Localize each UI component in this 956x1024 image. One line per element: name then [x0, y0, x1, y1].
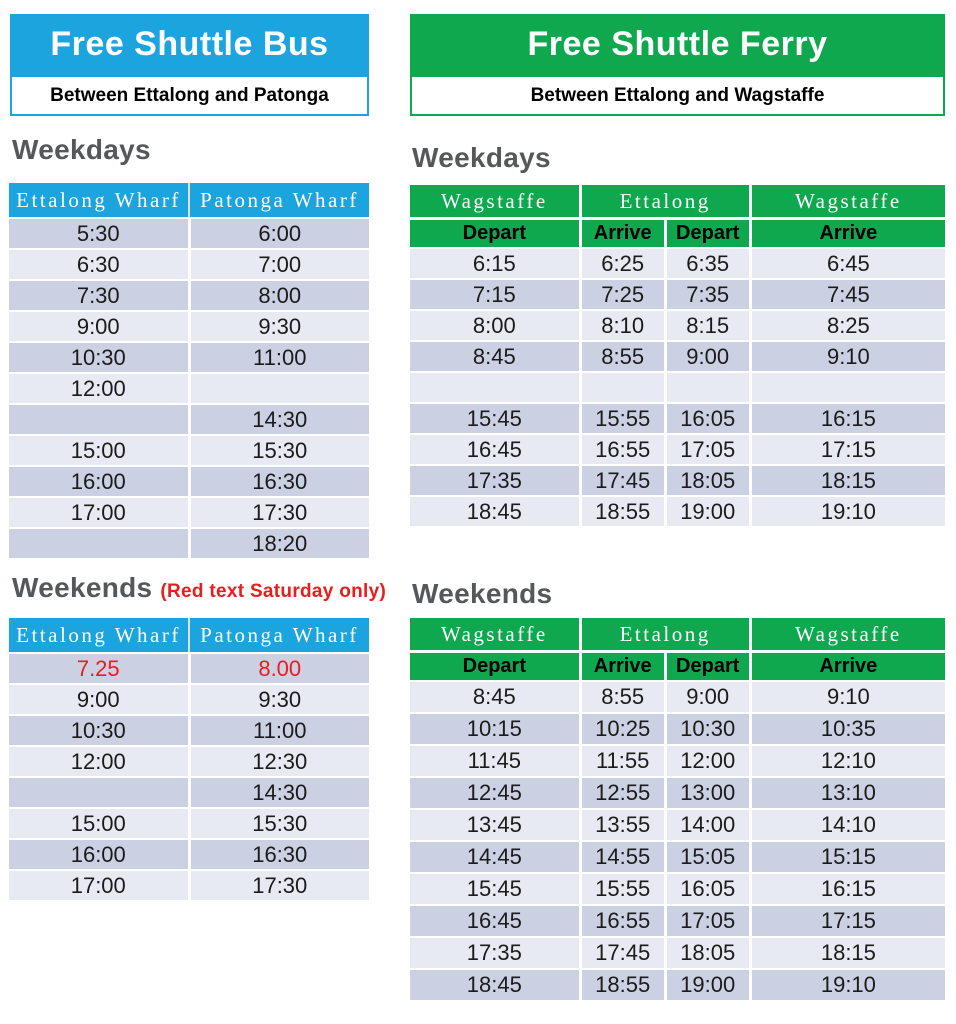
table-row	[410, 496, 945, 527]
time-cell: 19:10	[750, 969, 945, 1001]
time-cell: 8:55	[580, 341, 665, 372]
time-cell: 9:00	[665, 341, 750, 372]
ferry-weekend-timetable	[410, 618, 945, 1002]
time-cell: 12:45	[410, 777, 580, 809]
time-cell: 16:00	[9, 466, 189, 497]
time-cell: 17:35	[410, 937, 580, 969]
time-cell: 8:00	[410, 310, 580, 341]
time-cell: 5:30	[9, 218, 189, 249]
time-cell: 6:00	[189, 218, 369, 249]
time-cell: 15:00	[9, 435, 189, 466]
time-cell: 7:35	[665, 279, 750, 310]
column-header: Arrive	[580, 652, 665, 682]
table-row	[9, 466, 369, 497]
table-row	[410, 745, 945, 777]
time-cell: 8.00	[189, 653, 369, 684]
column-header: Ettalong Wharf	[9, 618, 189, 653]
weekends-label: Weekends	[412, 578, 553, 609]
ferry-weekdays-heading	[412, 142, 551, 174]
timetable	[9, 183, 369, 560]
column-header: Depart	[410, 219, 580, 249]
time-cell: 17:30	[189, 870, 369, 901]
time-cell	[580, 372, 665, 403]
time-cell: 14:30	[189, 777, 369, 808]
bus-title-banner	[10, 14, 369, 75]
time-cell: 9:00	[9, 684, 189, 715]
column-header: Patonga Wharf	[189, 183, 369, 218]
table-row	[410, 341, 945, 372]
bus-subtitle: Between Ettalong and Patonga	[50, 84, 329, 106]
time-cell: 16:15	[750, 403, 945, 434]
time-cell: 14:30	[189, 404, 369, 435]
ferry-title: Free Shuttle Ferry	[527, 25, 828, 63]
time-cell: 18:05	[665, 465, 750, 496]
time-cell: 16:45	[410, 905, 580, 937]
time-cell: 15:15	[750, 841, 945, 873]
time-cell: 17:05	[665, 434, 750, 465]
time-cell: 6:30	[9, 249, 189, 280]
time-cell: 17:45	[580, 465, 665, 496]
table-row	[410, 777, 945, 809]
column-header: Depart	[665, 652, 750, 682]
time-cell: 12:00	[9, 373, 189, 404]
time-cell: 14:00	[665, 809, 750, 841]
time-cell: 14:55	[580, 841, 665, 873]
time-cell: 16:00	[9, 839, 189, 870]
table-row	[9, 249, 369, 280]
time-cell: 11:45	[410, 745, 580, 777]
time-cell: 11:00	[189, 342, 369, 373]
table-row	[9, 746, 369, 777]
column-header: Patonga Wharf	[189, 618, 369, 653]
weekdays-label: Weekdays	[12, 134, 151, 165]
time-cell: 16:15	[750, 873, 945, 905]
time-cell: 16:55	[580, 434, 665, 465]
time-cell: 6:25	[580, 248, 665, 279]
bus-title: Free Shuttle Bus	[50, 25, 329, 63]
table-row	[410, 434, 945, 465]
ferry-subtitle: Between Ettalong and Wagstaffe	[530, 84, 825, 106]
timetable	[410, 185, 945, 528]
table-row	[9, 342, 369, 373]
table-row	[9, 653, 369, 684]
time-cell: 9:10	[750, 681, 945, 713]
time-cell: 17:00	[9, 497, 189, 528]
time-cell: 14:45	[410, 841, 580, 873]
time-cell: 6:35	[665, 248, 750, 279]
time-cell: 9:30	[189, 311, 369, 342]
column-header: Depart	[665, 219, 750, 249]
time-cell: 12:55	[580, 777, 665, 809]
time-cell: 19:00	[665, 496, 750, 527]
table-row	[9, 808, 369, 839]
time-cell: 9:00	[665, 681, 750, 713]
bus-weekend-timetable	[9, 618, 369, 902]
table-row	[9, 373, 369, 404]
time-cell: 6:15	[410, 248, 580, 279]
time-cell: 7:30	[9, 280, 189, 311]
time-cell	[665, 372, 750, 403]
saturday-only-note: (Red text Saturday only)	[160, 581, 387, 602]
time-cell	[750, 372, 945, 403]
ferry-weekends-heading	[412, 578, 552, 610]
ferry-weekday-timetable	[410, 185, 945, 528]
time-cell: 18:15	[750, 465, 945, 496]
time-cell: 13:55	[580, 809, 665, 841]
weekends-label: Weekends	[12, 572, 153, 603]
timetable	[9, 618, 369, 902]
time-cell: 8:45	[410, 681, 580, 713]
column-header: Ettalong	[580, 618, 750, 652]
time-cell: 16:05	[665, 403, 750, 434]
time-cell: 19:10	[750, 496, 945, 527]
column-header: Wagstaffe	[410, 185, 580, 219]
column-header: Ettalong Wharf	[9, 183, 189, 218]
column-header: Ettalong	[580, 185, 750, 219]
time-cell: 15:30	[189, 435, 369, 466]
time-cell: 14:10	[750, 809, 945, 841]
ferry-title-banner	[410, 14, 945, 75]
time-cell: 18:15	[750, 937, 945, 969]
time-cell: 7:00	[189, 249, 369, 280]
time-cell: 15:45	[410, 403, 580, 434]
time-cell: 16:05	[665, 873, 750, 905]
time-cell: 11:00	[189, 715, 369, 746]
time-cell: 13:45	[410, 809, 580, 841]
time-cell: 15:30	[189, 808, 369, 839]
table-row	[9, 870, 369, 901]
time-cell: 12:00	[665, 745, 750, 777]
time-cell: 8:00	[189, 280, 369, 311]
table-row	[9, 777, 369, 808]
time-cell: 18:05	[665, 937, 750, 969]
table-row	[9, 311, 369, 342]
time-cell: 18:45	[410, 496, 580, 527]
time-cell: 18:45	[410, 969, 580, 1001]
bus-weekdays-heading	[12, 134, 151, 166]
table-row	[410, 372, 945, 403]
time-cell	[9, 777, 189, 808]
time-cell: 13:00	[665, 777, 750, 809]
time-cell: 9:10	[750, 341, 945, 372]
weekdays-label: Weekdays	[412, 142, 551, 173]
table-row	[410, 681, 945, 713]
time-cell: 12:10	[750, 745, 945, 777]
table-row	[9, 497, 369, 528]
time-cell: 16:55	[580, 905, 665, 937]
time-cell: 7:15	[410, 279, 580, 310]
table-row	[410, 279, 945, 310]
time-cell	[9, 528, 189, 559]
table-row	[9, 684, 369, 715]
column-header: Wagstaffe	[410, 618, 580, 652]
time-cell: 16:45	[410, 434, 580, 465]
column-header: Arrive	[750, 652, 945, 682]
time-cell: 17:00	[9, 870, 189, 901]
table-row	[410, 969, 945, 1001]
time-cell	[9, 404, 189, 435]
table-row	[9, 435, 369, 466]
time-cell: 15:55	[580, 403, 665, 434]
time-cell: 17:30	[189, 497, 369, 528]
table-row	[410, 248, 945, 279]
table-row	[9, 404, 369, 435]
time-cell: 10:30	[9, 342, 189, 373]
bus-subtitle-box	[10, 75, 369, 116]
column-header: Wagstaffe	[750, 185, 945, 219]
time-cell: 10:30	[9, 715, 189, 746]
table-row	[9, 839, 369, 870]
time-cell: 7:45	[750, 279, 945, 310]
time-cell: 15:55	[580, 873, 665, 905]
time-cell: 17:35	[410, 465, 580, 496]
time-cell: 8:55	[580, 681, 665, 713]
table-row	[410, 841, 945, 873]
column-header: Arrive	[750, 219, 945, 249]
time-cell: 15:45	[410, 873, 580, 905]
column-header: Arrive	[580, 219, 665, 249]
time-cell: 6:45	[750, 248, 945, 279]
table-row	[410, 873, 945, 905]
timetable	[410, 618, 945, 1002]
time-cell: 11:55	[580, 745, 665, 777]
time-cell	[189, 373, 369, 404]
table-row	[9, 715, 369, 746]
column-header: Depart	[410, 652, 580, 682]
table-row	[410, 465, 945, 496]
time-cell: 8:15	[665, 310, 750, 341]
time-cell: 10:25	[580, 713, 665, 745]
bus-weekends-heading	[12, 572, 386, 604]
table-row	[9, 280, 369, 311]
time-cell: 18:55	[580, 969, 665, 1001]
time-cell: 18:55	[580, 496, 665, 527]
time-cell: 7:25	[580, 279, 665, 310]
time-cell: 9:00	[9, 311, 189, 342]
time-cell: 13:10	[750, 777, 945, 809]
time-cell: 10:35	[750, 713, 945, 745]
time-cell: 12:00	[9, 746, 189, 777]
time-cell: 8:25	[750, 310, 945, 341]
time-cell: 17:45	[580, 937, 665, 969]
table-row	[410, 310, 945, 341]
time-cell: 19:00	[665, 969, 750, 1001]
time-cell: 15:05	[665, 841, 750, 873]
table-row	[410, 937, 945, 969]
table-row	[9, 218, 369, 249]
table-row	[410, 403, 945, 434]
time-cell: 15:00	[9, 808, 189, 839]
time-cell: 10:15	[410, 713, 580, 745]
table-row	[9, 528, 369, 559]
time-cell: 7.25	[9, 653, 189, 684]
table-row	[410, 713, 945, 745]
table-row	[410, 809, 945, 841]
time-cell: 9:30	[189, 684, 369, 715]
time-cell: 8:45	[410, 341, 580, 372]
time-cell: 8:10	[580, 310, 665, 341]
time-cell: 16:30	[189, 839, 369, 870]
time-cell: 17:15	[750, 905, 945, 937]
time-cell: 12:30	[189, 746, 369, 777]
time-cell: 16:30	[189, 466, 369, 497]
column-header: Wagstaffe	[750, 618, 945, 652]
time-cell	[410, 372, 580, 403]
time-cell: 17:05	[665, 905, 750, 937]
time-cell: 10:30	[665, 713, 750, 745]
time-cell: 18:20	[189, 528, 369, 559]
ferry-subtitle-box	[410, 75, 945, 116]
table-row	[410, 905, 945, 937]
time-cell: 17:15	[750, 434, 945, 465]
bus-weekday-timetable	[9, 183, 369, 560]
